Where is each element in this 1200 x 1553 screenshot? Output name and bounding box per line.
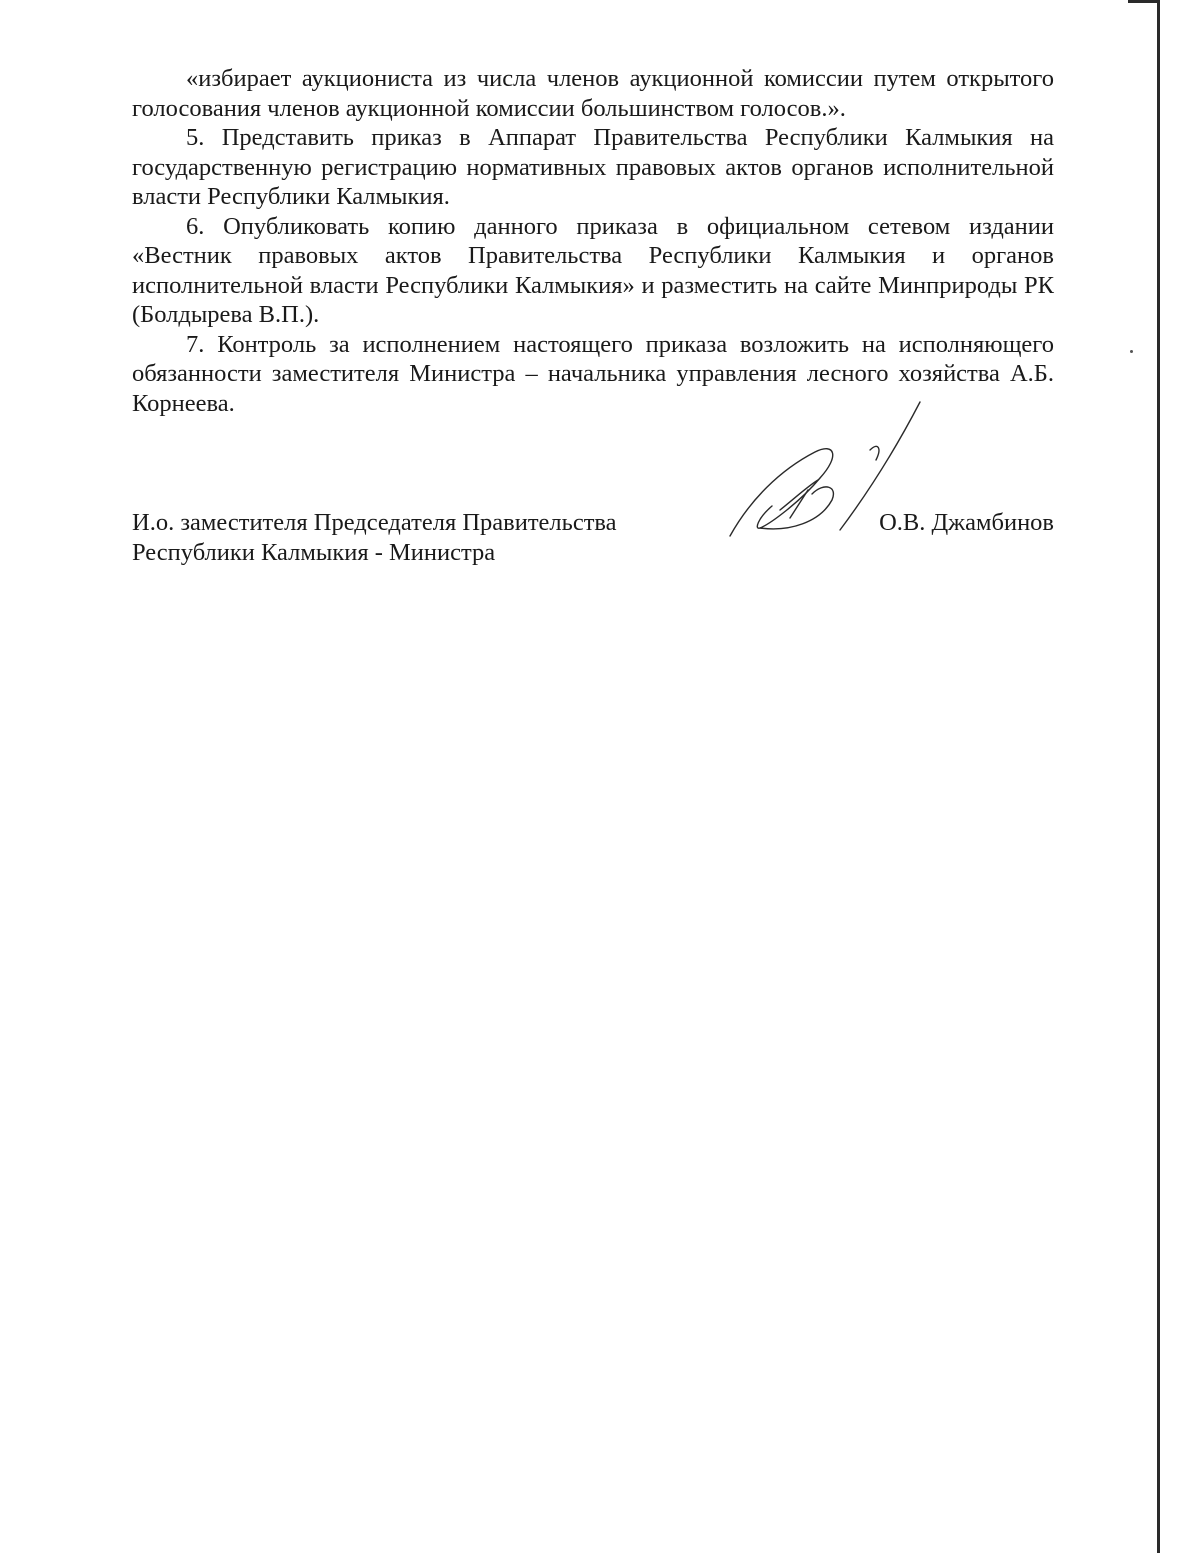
paragraph-item-7: 7. Контроль за исполнением настоящего приказа возложить на исполняющего обязанности заместителя Министра – начальника управления лесного хозяйства А.Б. Корнеева. (132, 330, 1054, 417)
paragraph-item-5: 5. Представить приказ в Аппарат Правительства Республики Калмыкия на государственную регистрацию нормативных правовых актов органов исполнительной власти Республики Калмыкия. (132, 124, 1054, 210)
signatory-position-line1: И.о. заместителя Председателя Правительства (132, 509, 617, 536)
paragraph-item-6: 6. Опубликовать копию данного приказа в официальном сетевом издании «Вестник правовых актов Правительства Республики Калмыкия и органов исполнительной власти Республики Калмыкия» и разместить на сайте Минприроды РК (Болдырева В.П.). (132, 212, 1054, 328)
paragraph-continuation: «избирает аукциониста из числа членов аукционной комиссии путем открытого голосования членов аукционной комиссии большинством голосов.». (132, 65, 1054, 122)
scan-speck (1130, 350, 1133, 353)
document-body (132, 64, 1054, 418)
scan-border-top (1128, 0, 1160, 3)
signatory-position (132, 508, 617, 568)
scan-border-right (1157, 0, 1160, 1553)
signatory-position-line2: Республики Калмыкия - Министра (132, 539, 496, 566)
signatory-name: О.В. Джамбинов (879, 509, 1054, 536)
